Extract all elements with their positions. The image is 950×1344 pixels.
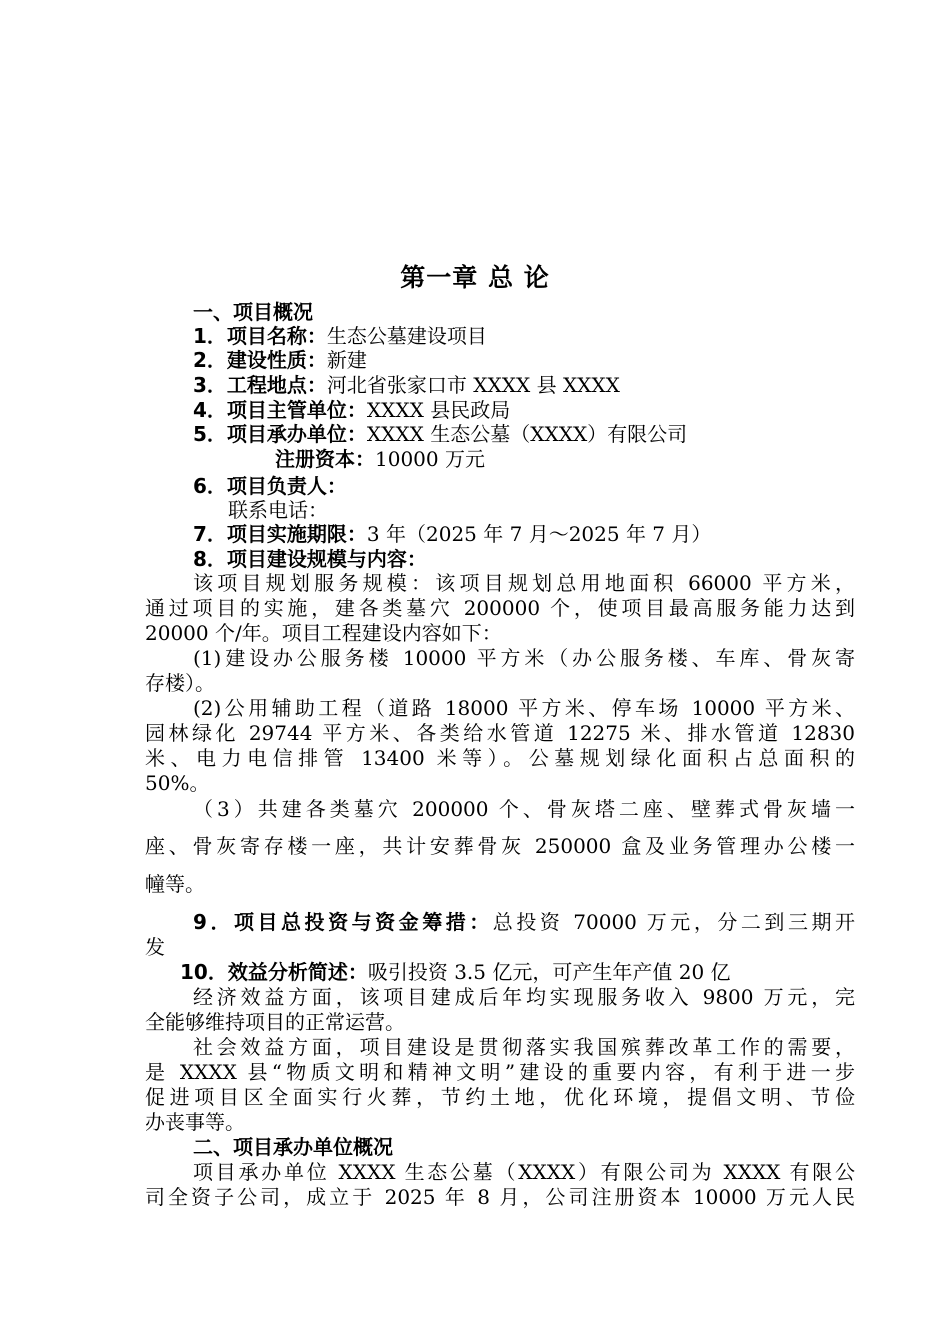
item-construction-nature — [193, 348, 903, 372]
chapter-title: 第一章 总 论 — [400, 263, 550, 292]
item-value: 10000 万元 — [375, 447, 485, 471]
paragraph-line: 通过项目的实施，建各类墓穴 200000 个，使项目最高服务能力达到 — [145, 596, 855, 620]
paragraph-line: （3）共建各类墓穴 200000 个、骨灰塔二座、壁葬式骨灰墙一 — [193, 797, 855, 821]
paragraph-line: 是 XXXX 县“物质文明和精神文明”建设的重要内容，有利于进一步 — [145, 1060, 855, 1084]
paragraph-line: 幢等。 — [145, 872, 205, 896]
contact-phone: 联系电话： — [228, 498, 328, 522]
item-label: 3．工程地点： — [193, 373, 327, 397]
item-value: 3 年（2025 年 7 月～2025 年 7 月） — [366, 522, 712, 546]
item-registered-capital — [275, 447, 950, 471]
item-label: 4．项目主管单位： — [193, 398, 367, 422]
item-location — [193, 373, 903, 397]
paragraph-line: 20000 个/年。项目工程建设内容如下： — [145, 621, 502, 645]
item-value: 吸引投资 3.5 亿元，可产生年产值 20 亿 — [367, 960, 731, 984]
paragraph-line: 办丧事等。 — [145, 1110, 245, 1134]
paragraph-line: 园林绿化 29744 平方米、各类给水管道 12275 米、排水管道 12830 — [145, 721, 855, 745]
paragraph-line: 50%。 — [145, 771, 210, 795]
item-label: 5．项目承办单位： — [193, 422, 367, 446]
item-project-leader: 6．项目负责人： — [193, 474, 347, 498]
item-label: 2．建设性质： — [193, 348, 327, 372]
item-project-name — [193, 324, 903, 348]
item-label: 7．项目实施期限： — [193, 522, 367, 546]
paragraph-line: (1)建设办公服务楼 10000 平方米（办公服务楼、车库、骨灰寄 — [193, 646, 855, 670]
paragraph-line: 座、骨灰寄存楼一座，共计安葬骨灰 250000 盒及业务管理办公楼一 — [145, 834, 855, 858]
item-implementation-period — [193, 522, 903, 546]
paragraph-line: 经济效益方面，该项目建成后年均实现服务收入 9800 万元，完 — [193, 985, 855, 1009]
item-value: 新建 — [326, 348, 367, 372]
item-investment — [193, 910, 855, 934]
item-value: XXXX 生态公墓（XXXX）有限公司 — [366, 422, 688, 446]
item-label: 9．项目总投资与资金筹措： — [193, 910, 493, 934]
item-scale-content: 8．项目建设规模与内容： — [193, 547, 427, 571]
item-supervising-unit — [193, 398, 903, 422]
item-benefit-analysis — [180, 960, 890, 984]
item-label: 注册资本： — [275, 447, 375, 471]
paragraph-line: 社会效益方面，项目建设是贯彻落实我国殡葬改革工作的需要， — [193, 1035, 855, 1059]
item-value: 总投资 70000 万元，分二到三期开 — [492, 910, 856, 934]
paragraph-line: 米、电力电信排管 13400 米等）。公墓规划绿化面积占总面积的 — [145, 746, 855, 770]
item-value: 河北省张家口市 XXXX 县 XXXX — [326, 373, 620, 397]
section-heading-overview: 一、项目概况 — [193, 300, 313, 324]
paragraph-line: 项目承办单位 XXXX 生态公墓（XXXX）有限公司为 XXXX 有限公 — [193, 1160, 855, 1184]
paragraph-line: 全能够维持项目的正常运营。 — [145, 1010, 405, 1034]
paragraph-line: 发 — [145, 935, 165, 959]
paragraph-line: 存楼）。 — [145, 671, 215, 695]
item-label: 10．效益分析简述： — [180, 960, 368, 984]
section-heading-undertaking-unit: 二、项目承办单位概况 — [193, 1135, 393, 1159]
item-value: XXXX 县民政局 — [366, 398, 511, 422]
paragraph-line: 促进项目区全面实行火葬，节约土地，优化环境，提倡文明、节俭 — [145, 1085, 855, 1109]
paragraph-line: 司全资子公司，成立于 2025 年 8 月，公司注册资本 10000 万元人民 — [145, 1185, 855, 1209]
paragraph-line: (2)公用辅助工程（道路 18000 平方米、停车场 10000 平方米、 — [193, 696, 855, 720]
paragraph-line: 该项目规划服务规模：该项目规划总用地面积 66000 平方米， — [193, 571, 855, 595]
item-label: 1．项目名称： — [193, 324, 327, 348]
item-value: 生态公墓建设项目 — [326, 324, 487, 348]
item-undertaking-unit — [193, 422, 903, 446]
